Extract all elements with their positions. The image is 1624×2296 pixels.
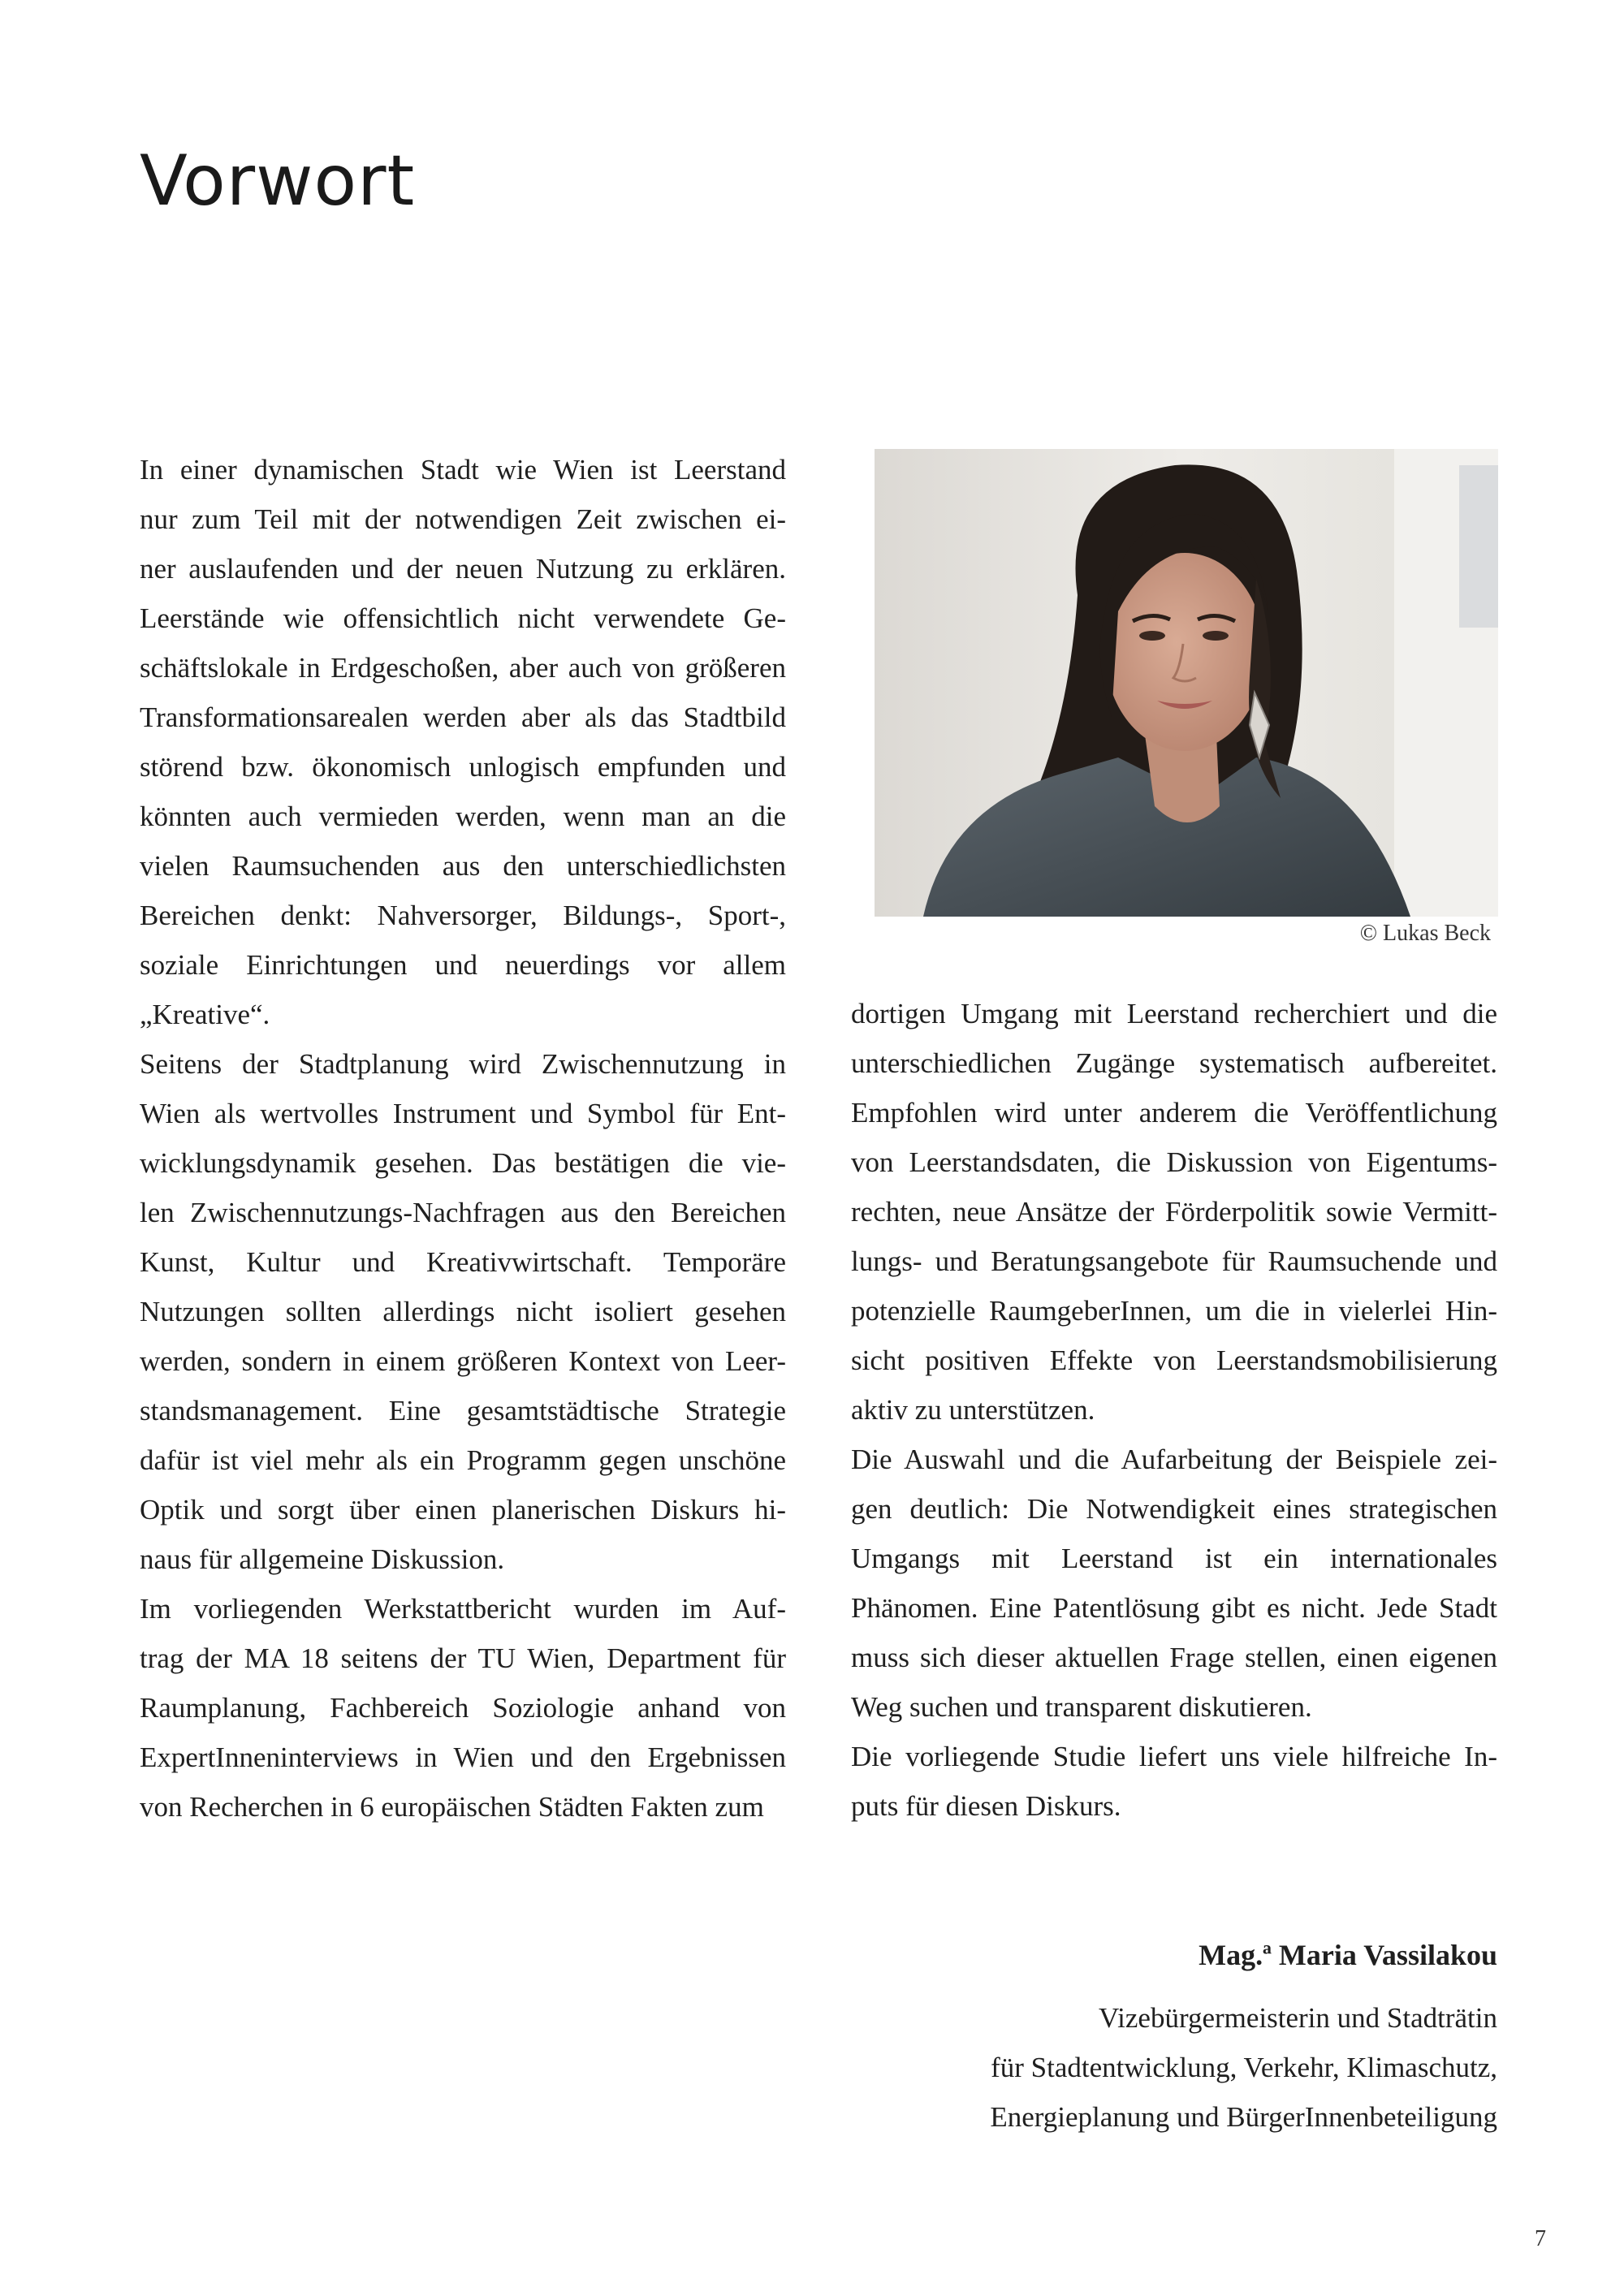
text-line: wicklungsdynamik gesehen. Das bestätigen die vie- [140, 1147, 786, 1179]
wall-panel [1459, 465, 1498, 628]
text-line: muss sich dieser aktuellen Frage stellen, einen eigenen [851, 1642, 1497, 1673]
text-line: Nutzungen sollten allerdings nicht isoliert gesehen [140, 1296, 786, 1327]
text-line: naus für allgemeine Diskussion. [140, 1543, 505, 1575]
text-line: len Zwischennutzungs-Nachfragen aus den Bereichen [140, 1197, 786, 1228]
text-line: von Recherchen in 6 europäischen Städten Fakten zum [140, 1791, 764, 1823]
page-number: 7 [1535, 2226, 1546, 2251]
text-line: Weg suchen und transparent diskutieren. [851, 1691, 1312, 1723]
text-line: Raumplanung, Fachbereich Soziologie anhand von [140, 1692, 786, 1724]
text-line: Kunst, Kultur und Kreativwirtschaft. Temporäre [140, 1246, 786, 1278]
text-line: dortigen Umgang mit Leerstand recherchiert und die [851, 998, 1497, 1029]
text-line: Bereichen denkt: Nahversorger, Bildungs-, Sport-, [140, 900, 786, 931]
text-line: In einer dynamischen Stadt wie Wien ist Leerstand [140, 454, 786, 486]
text-line: werden, sondern in einem größeren Kontext von Leer- [140, 1345, 786, 1377]
text-line: Die Auswahl und die Aufarbeitung der Beispiele zei- [851, 1444, 1497, 1475]
text-line: trag der MA 18 seitens der TU Wien, Department für [140, 1642, 786, 1674]
text-line: sicht positiven Effekte von Leerstandsmobilisierung [851, 1344, 1497, 1376]
text-line: standsmanagement. Eine gesamtstädtische Strategie [140, 1395, 786, 1426]
text-line: ExpertInneninterviews in Wien und den Ergebnissen [140, 1741, 786, 1773]
text-line: Phänomen. Eine Patentlösung gibt es nicht. Jede Stadt [851, 1592, 1497, 1624]
text-line: Umgangs mit Leerstand ist ein internationales [851, 1543, 1497, 1574]
text-line: Leerstände wie offensichtlich nicht verwendete Ge- [140, 602, 786, 634]
signature-name: Mag.ª Maria Vassilakou [1199, 1939, 1497, 1971]
text-line: soziale Einrichtungen und neuerdings vor allem [140, 949, 786, 981]
text-line: Wien als wertvolles Instrument und Symbol für Ent- [140, 1098, 786, 1129]
left-text-column [140, 445, 786, 1832]
portrait-photo [875, 449, 1498, 917]
text-line: vielen Raumsuchenden aus den unterschiedlichsten [140, 850, 786, 882]
text-line: von Leerstandsdaten, die Diskussion von Eigentums- [851, 1146, 1497, 1178]
photo-credit: © Lukas Beck [1359, 921, 1491, 946]
text-line: Transformationsarealen werden aber als das Stadtbild [140, 701, 786, 733]
text-line: nur zum Teil mit der notwendigen Zeit zwischen ei- [140, 503, 786, 535]
text-line: könnten auch vermieden werden, wenn man an die [140, 801, 786, 832]
text-line: Empfohlen wird unter anderem die Veröffentlichung [851, 1097, 1497, 1129]
text-line: lungs- und Beratungsangebote für Raumsuchende und [851, 1245, 1497, 1277]
signature-title-line: Vizebürgermeisterin und Stadträtin [1098, 2002, 1497, 2034]
text-line: Seitens der Stadtplanung wird Zwischennutzung in [140, 1048, 786, 1080]
text-line: rechten, neue Ansätze der Förderpolitik sowie Vermitt- [851, 1196, 1497, 1228]
text-line: potenzielle RaumgeberInnen, um die in vielerlei Hin- [851, 1295, 1497, 1327]
right-eye [1203, 631, 1229, 641]
text-line: Optik und sorgt über einen planerischen Diskurs hi- [140, 1494, 786, 1526]
text-line: ner auslaufenden und der neuen Nutzung zu erklären. [140, 553, 786, 585]
signature-title-line: Energieplanung und BürgerInnenbeteiligung [990, 2101, 1497, 2133]
text-line: Im vorliegenden Werkstattbericht wurden im Auf- [140, 1593, 786, 1625]
text-line: „Kreative“. [140, 999, 270, 1030]
text-line: gen deutlich: Die Notwendigkeit eines strategischen [851, 1493, 1497, 1525]
text-line: puts für diesen Diskurs. [851, 1790, 1121, 1822]
text-line: störend bzw. ökonomisch unlogisch empfunden und [140, 751, 786, 783]
right-text-column [851, 989, 1497, 1831]
page-title: Vorwort [140, 140, 416, 222]
signature-title-line: für Stadtentwicklung, Verkehr, Klimaschutz, [991, 2052, 1497, 2083]
left-eye [1139, 631, 1165, 641]
text-line: aktiv zu unterstützen. [851, 1394, 1095, 1426]
text-line: Die vorliegende Studie liefert uns viele hilfreiche In- [851, 1741, 1497, 1772]
signature-block [990, 1935, 1497, 2142]
text-line: schäftslokale in Erdgeschoßen, aber auch von größeren [140, 652, 786, 684]
text-line: dafür ist viel mehr als ein Programm gegen unschöne [140, 1444, 786, 1476]
text-line: unterschiedlichen Zugänge systematisch aufbereitet. [851, 1047, 1497, 1079]
